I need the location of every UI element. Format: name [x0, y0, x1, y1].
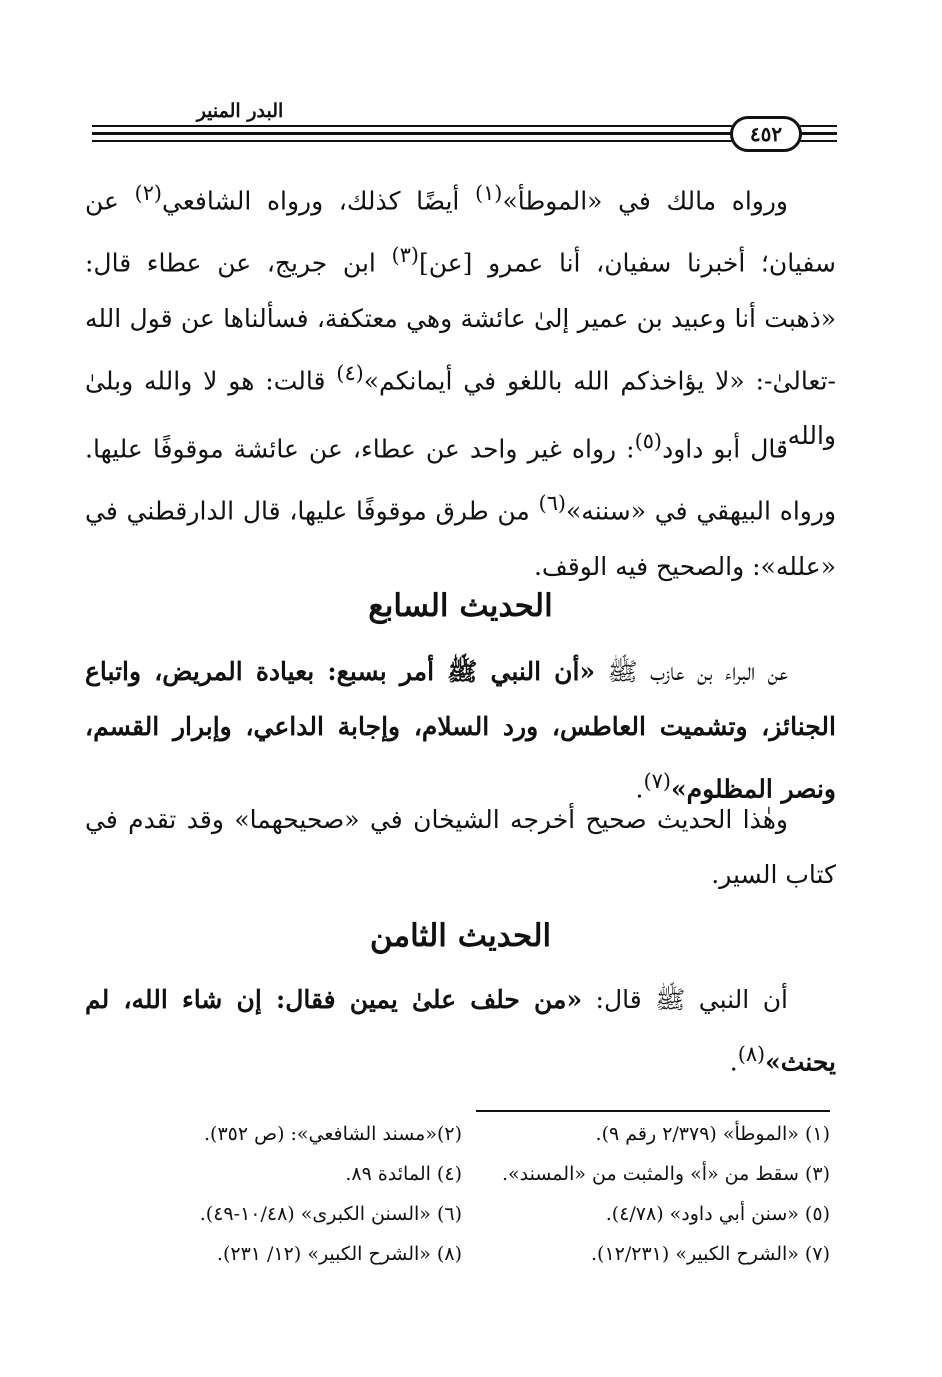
footnote: (٣) سقط من «أ» والمثبت من «المسند».	[501, 1163, 830, 1185]
header-rule	[92, 140, 732, 142]
text-segment: أيضًا كذلك، ورواه الشافعي	[162, 186, 475, 216]
paragraph-commentary	[85, 792, 836, 902]
footnote: (٤) المائدة ٨٩.	[345, 1163, 462, 1185]
text-segment: وهٰذا الحديث صحيح أخرجه الشيخان في «صحيحهما» وقد تقدم في كتاب السير.	[85, 805, 836, 889]
footnote-ref: (٧)	[643, 769, 671, 793]
footnote-ref: (٤)	[336, 360, 364, 385]
text-segment: .	[729, 1047, 738, 1077]
text-segment: ورواه مالك في «الموطأ»	[502, 186, 788, 216]
footnote-ref: (٥)	[634, 429, 663, 453]
footnote: (٨) «الشرح الكبير» (١٢/ ٢٣١).	[216, 1243, 462, 1265]
hadith-text: «من حلف علىٰ يمين فقال: إن شاء الله، لم يحنث»	[85, 985, 836, 1077]
footnote-ref: (٨)	[737, 1042, 766, 1066]
text-segment: قال أبو داود	[662, 434, 788, 464]
footnote-ref: (٦)	[538, 491, 567, 516]
running-title: البدر المنير	[196, 100, 284, 122]
text-segment: عن البراء بن عازب ﷺ	[595, 657, 788, 686]
text-segment: عن سفيان؛ أخبرنا سفيان، أنا عمرو [عن]	[85, 186, 836, 278]
header-rule	[92, 125, 732, 127]
header-rule	[800, 125, 837, 127]
footnote: (٥) «سنن أبي داود» (٤/٧٨).	[605, 1203, 830, 1225]
text-segment: قالت: هو لا والله وبلىٰ والله.	[85, 365, 836, 450]
footnote-separator	[476, 1110, 830, 1112]
paragraph-hadith-7	[85, 644, 836, 816]
text-segment: أن النبي ﷺ قال:	[582, 985, 788, 1014]
text-segment: : رواه غير واحد عن عطاء، عن عائشة موقوفًا عليها. ورواه البيهقي في «سننه»	[85, 434, 837, 526]
footnote-ref: (١)	[474, 181, 503, 205]
header-rule	[800, 132, 837, 135]
section-heading: الحديث الثامن	[369, 918, 552, 954]
footnote-ref: (٣)	[391, 243, 419, 268]
page-number: ٤٥٢	[730, 116, 802, 152]
paragraph-hadith-8	[85, 972, 836, 1089]
hadith-text: «أن النبي ﷺ أمر بسبع: بعيادة المريض، واتباع الجنائز، وتشميت العاطس، ورد السلام، وإجابة الداعي، وإبرار القسم، ونصر المظلوم»	[85, 657, 836, 804]
text-segment: ابن جريج، عن عطاء قال: «ذهبت أنا وعبيد بن عمير إلىٰ عائشة وهي معتكفة، فسألناها عن قول الله -تعالىٰ-: «لا يؤاخذكم الله باللغو في أيمانكم»	[85, 248, 836, 395]
paragraph-abu-dawud	[85, 414, 836, 594]
footnote-ref: (٢)	[134, 181, 163, 205]
footnote: (٢)«مسند الشافعي»: (ص ٣٥٢).	[203, 1123, 462, 1145]
text-segment: .	[635, 774, 644, 804]
footnote: (٦) «السنن الكبرى» (١٠/٤٨-٤٩).	[199, 1203, 462, 1225]
section-heading: الحديث السابع	[368, 588, 553, 624]
footnote: (٧) «الشرح الكبير» (١٢/٢٣١).	[590, 1243, 830, 1265]
header-rule	[92, 132, 732, 135]
header-rule	[800, 140, 837, 142]
text-segment: من طرق موقوفًا عليها، قال الدارقطني في «علله»: والصحيح فيه الوقف.	[85, 496, 836, 581]
footnote: (١) «الموطأ» (٢/٣٧٩ رقم ٩).	[595, 1123, 830, 1145]
